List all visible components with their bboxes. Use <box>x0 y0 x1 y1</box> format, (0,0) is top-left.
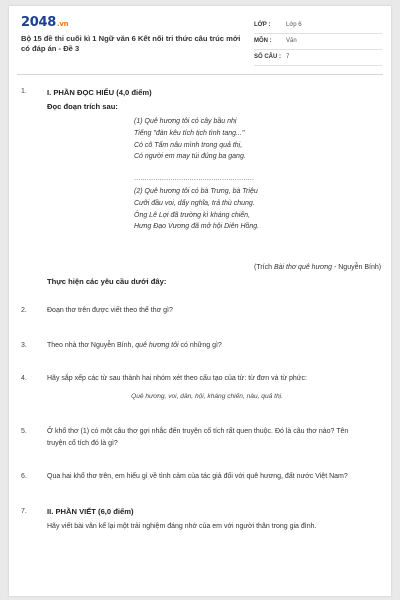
question-number: 4. <box>21 375 27 382</box>
question-text: Đoạn thơ trên được viết theo thể thơ gì? <box>47 307 173 314</box>
logo-main: 2048 <box>21 15 56 30</box>
question-text: Qua hai khổ thơ trên, em hiểu gì về tình cảm của tác giả đối với quê hương, đất nước Việt Nam? <box>47 473 348 480</box>
question-text <box>47 340 222 351</box>
question-number: 7. <box>21 508 27 515</box>
meta-class <box>254 19 382 34</box>
site-logo[interactable] <box>21 15 68 30</box>
read-label: Đọc đoạn trích sau: <box>47 102 118 111</box>
poem-line: Hưng Đạo Vương đã mở hội Diên Hồng. <box>134 223 260 231</box>
question-number: 3. <box>21 342 27 349</box>
question-text: Hãy viết bài văn kể lại một trải nghiệm đáng nhớ của em với người thân trong gia đình. <box>47 523 317 530</box>
question-text-prefix: Theo nhà thơ Nguyễn Bính, <box>47 342 136 349</box>
poem-line: Tiếng "đàn kêu tích tịch tình tang..." <box>134 129 245 137</box>
question-text-suffix: có những gì? <box>178 342 222 349</box>
poem-line: Cưỡi đầu voi, dấy nghĩa, trả thù chung. <box>134 199 255 207</box>
poem-line: Ông Lê Lợi đã trường kì kháng chiến, <box>134 211 251 219</box>
question-number: 2. <box>21 307 27 314</box>
meta-key: MÔN : <box>254 38 272 44</box>
meta-subject <box>254 35 382 50</box>
document-header <box>9 6 391 68</box>
poem-stanza-1 <box>134 116 246 163</box>
ellipsis-separator: ........................................................ <box>134 175 255 182</box>
poem-line: Có người em may túi đúng ba gang. <box>134 153 246 161</box>
question-text-line: Ở khổ thơ (1) có một câu thơ gợi nhắc đến truyện cổ tích rất quen thuộc. Đó là câu thơ nào? Tên <box>47 428 349 435</box>
document-page <box>9 6 391 596</box>
source-title: Bài thơ quê hương <box>273 264 333 271</box>
poem-line: (2) Quê hương tôi có bà Trưng, bà Triệu <box>134 188 258 195</box>
question-text-line: truyện cổ tích đó là gì? <box>47 440 118 447</box>
part1-title: I. PHẦN ĐỌC HIỂU (4,0 điểm) <box>47 88 152 97</box>
question-text: Hãy sắp xếp các từ sau thành hai nhóm xét theo cấu tạo của từ: từ đơn và từ phức: <box>47 375 307 382</box>
document-title: Bộ 15 đề thi cuối kì 1 Ngữ văn 6 Kết nối tri thức câu trúc mới có đáp án - Đề 3 <box>21 34 241 53</box>
poem-line: Có cô Tấm nâu mình trong quả thị, <box>134 141 243 149</box>
part2-title: II. PHẦN VIẾT (6,0 điểm) <box>47 507 134 516</box>
source-prefix: (Trích <box>254 264 274 271</box>
question-number: 5. <box>21 428 27 435</box>
poem-line: (1) Quê hương tôi có cây bầu nhị <box>134 118 237 125</box>
meta-value: Văn <box>286 38 297 44</box>
source-suffix: - Nguyễn Bính) <box>332 264 382 271</box>
header-divider <box>17 74 383 75</box>
logo-suffix: .vn <box>56 20 69 28</box>
meta-key: SỐ CÂU : <box>254 54 281 60</box>
poem-stanza-2 <box>134 186 259 233</box>
meta-value: Lớp 6 <box>286 22 302 28</box>
word-list: Quê hương, voi, dân, hội, kháng chiến, nâu, quả thị. <box>131 393 283 400</box>
meta-question-count <box>254 51 382 66</box>
meta-value: 7 <box>286 54 290 60</box>
task-label: Thực hiện các yêu cầu dưới đây: <box>47 277 167 286</box>
poem-source <box>254 264 381 271</box>
question-number: 6. <box>21 473 27 480</box>
question-text-italic: quê hương tôi <box>135 342 179 349</box>
meta-key: LỚP : <box>254 22 271 28</box>
question-number: 1. <box>21 88 27 95</box>
